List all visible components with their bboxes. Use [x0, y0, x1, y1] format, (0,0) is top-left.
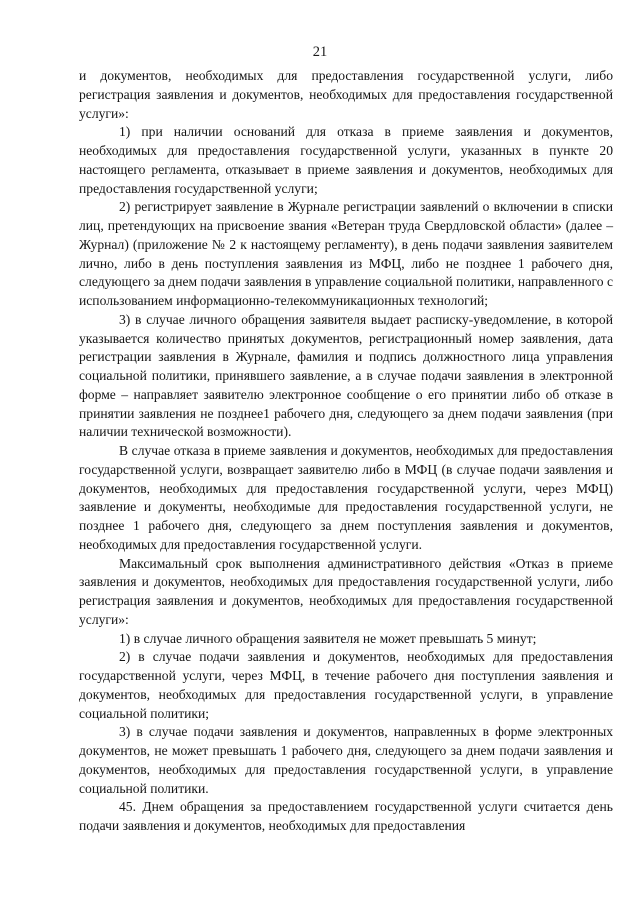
document-body [79, 67, 613, 836]
paragraph-refusal: В случае отказа в приеме заявления и документов, необходимых для предоставления государственной услуги, возвращает заявителю либо в МФЦ (в случае подачи заявления и документов, необходимых для предоставления государственной услуги, через МФЦ) заявление и документы, необходимые для предоставления государственной услуги, не позднее 1 рабочего дня, следующего за днем поступления заявления и документов, необходимых для предоставления государственной услуги. [79, 443, 613, 552]
paragraph-continuation: и документов, необходимых для предоставления государственной услуги, либо регистрация заявления и документов, необходимых для предоставления государственной услуги»: [79, 68, 613, 121]
paragraph-item-1: 1) при наличии оснований для отказа в приеме заявления и документов, необходимых для предоставления государственной услуги, указанных в пункте 20 настоящего регламента, отказывает в приеме заявления и документов, необходимых для предоставления государственной услуги; [79, 124, 613, 196]
paragraph-item-3: 3) в случае личного обращения заявителя выдает расписку-уведомление, в которой указывается количество принятых документов, регистрационный номер заявления, дата регистрации заявления в Журнале, фамилия и подпись должностного лица управления социальной политики, принявшего заявление, а в случае подачи заявления в электронной форме – направляет заявителю электронное сообщение о его принятии либо об отказе в принятии заявления не позднее1 рабочего дня, следующего за днем подачи заявления (при наличии технической возможности). [79, 311, 613, 440]
paragraph-time-item-1: 1) в случае личного обращения заявителя не может превышать 5 минут; [119, 630, 537, 646]
paragraph-time-item-3: 3) в случае подачи заявления и документов, направленных в форме электронных документов, не может превышать 1 рабочего дня, следующего за днем подачи заявления и документов, необходимых для предоставления государственной услуги, в управление социальной политики. [79, 724, 613, 796]
paragraph-time-item-2: 2) в случае подачи заявления и документов, необходимых для предоставления государственной услуги, через МФЦ, в течение рабочего дня поступления заявления и документов, необходимых для предоставления государственной услуги, в управление социальной политики; [79, 649, 613, 721]
paragraph-45: 45. Днем обращения за предоставлением государственной услуги считается день подачи заявления и документов, необходимых для предоставления [79, 799, 613, 833]
page-number: 21 [312, 44, 328, 60]
paragraph-item-2: 2) регистрирует заявление в Журнале регистрации заявлений о включении в списки лиц, претендующих на присвоение звания «Ветеран труда Свердловской области» (далее – Журнал) (приложение № 2 к настоящему регламенту), в день подачи заявления заявителем лично, либо в день поступления заявления из МФЦ, либо не позднее 1 рабочего дня, следующего за днем подачи заявления в управление социальной политики, направленного с использованием информационно-телекоммуникационных технологий; [79, 199, 613, 308]
paragraph-max-time: Максимальный срок выполнения административного действия «Отказ в приеме заявления и документов, необходимых для предоставления государственной услуги, либо регистрация заявления и документов, необходимых для предоставления государственной услуги»: [79, 555, 613, 627]
